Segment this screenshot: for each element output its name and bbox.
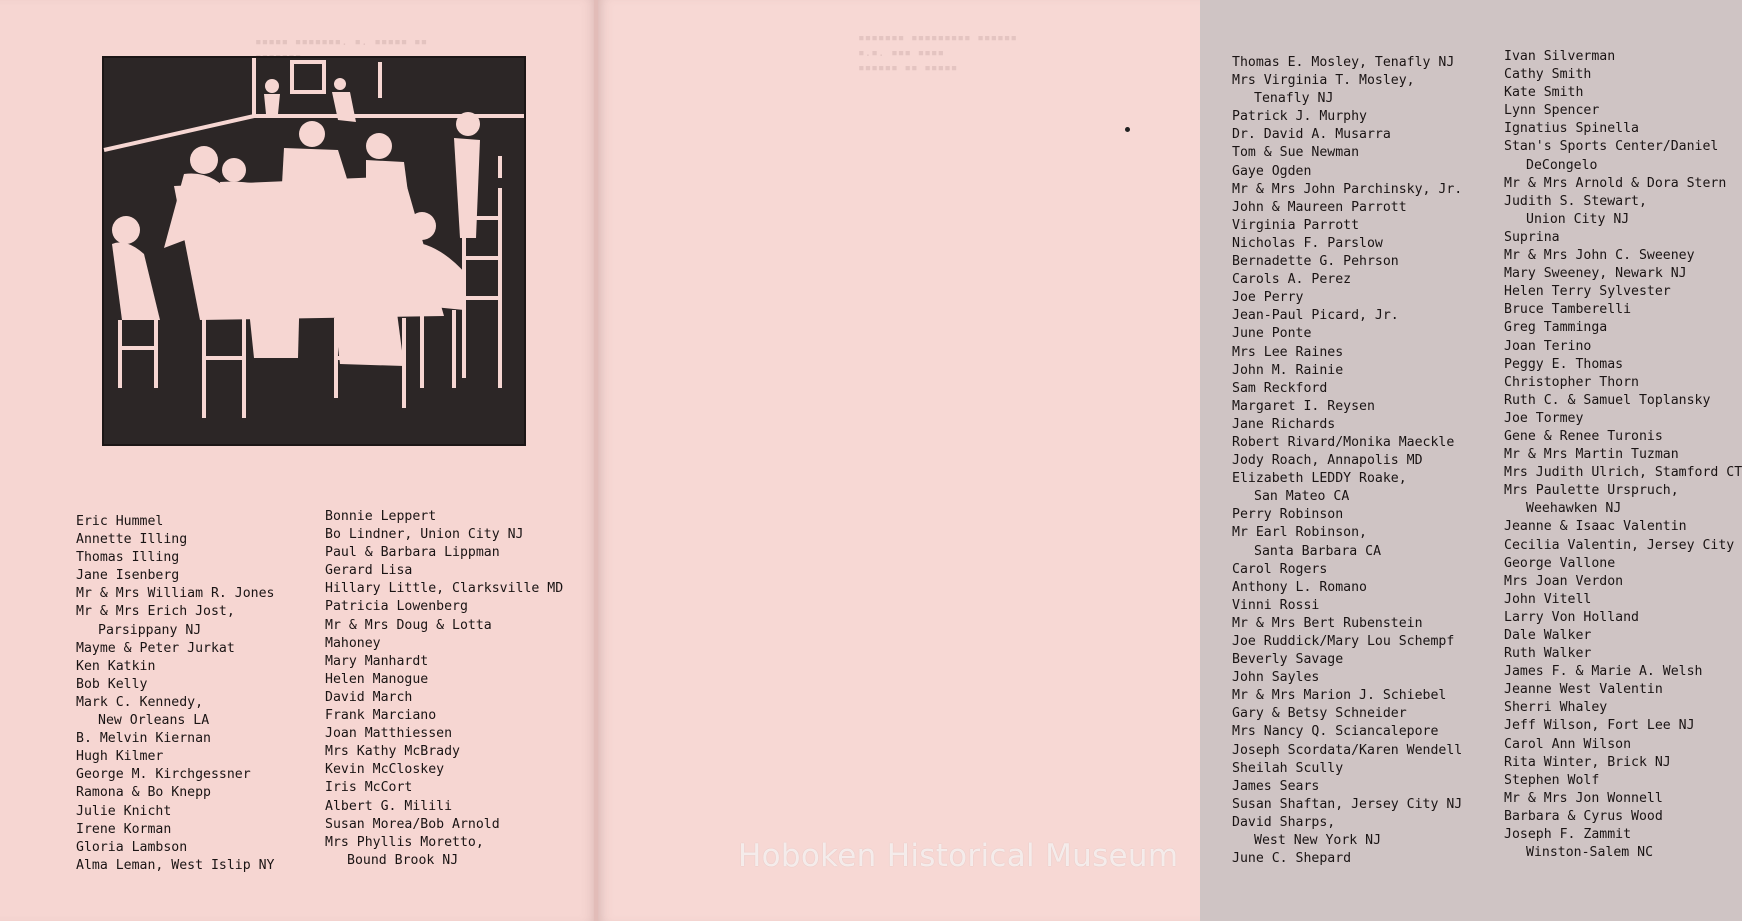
donor-name: Annette Illing: [76, 532, 188, 548]
donor-name: Ivan Silverman: [1504, 49, 1616, 64]
donor-name: John Sayles: [1232, 670, 1320, 686]
donor-name: Rita Winter, Brick NJ: [1504, 754, 1671, 770]
donor-name: Mr & Mrs Doug & Lotta: [325, 617, 492, 633]
donor-name: James Sears: [1232, 778, 1320, 794]
donor-name: Joan Matthiessen: [325, 726, 453, 742]
donor-name: Mr & Mrs William R. Jones: [76, 586, 275, 602]
donor-name: Joan Terino: [1504, 338, 1592, 354]
donor-name: Vinni Rossi: [1232, 597, 1320, 613]
donor-name: Lynn Spencer: [1504, 103, 1600, 119]
donor-name: Bo Lindner, Union City NJ: [325, 527, 524, 543]
donor-name: Kevin McCloskey: [325, 762, 445, 778]
donor-name: Albert G. Milili: [325, 798, 453, 814]
donor-name: George Vallone: [1504, 555, 1616, 571]
donor-name: Bob Kelly: [76, 676, 148, 692]
donor-name: Carol Rogers: [1232, 561, 1328, 577]
donor-name: George M. Kirchgessner: [76, 767, 251, 783]
donor-name: John & Maureen Parrott: [1232, 199, 1407, 215]
donor-name: Mary Sweeney, Newark NJ: [1504, 266, 1687, 282]
donor-name: Mr & Mrs Arnold & Dora Stern: [1504, 175, 1727, 191]
donor-name: Mayme & Peter Jurkat: [76, 640, 235, 656]
left-page: [0, 0, 596, 921]
bleed-through-text: ▪▪▪▪▪ ▪▪▪▪▪▪▪. ▪. ▪▪▪▪▪ ▪▪: [255, 35, 428, 48]
donor-name: Alma Leman, West Islip NY: [76, 857, 275, 873]
donor-name: Joe Perry: [1232, 290, 1304, 306]
donor-name: Jody Roach, Annapolis MD: [1232, 453, 1423, 469]
donor-location: New Orleans LA: [98, 713, 210, 729]
donor-name: Frank Marciano: [325, 708, 437, 724]
right-page: [598, 0, 1742, 921]
donor-name: Mr & Mrs Bert Rubenstein: [1232, 615, 1423, 631]
donor-name: Jean-Paul Picard, Jr.: [1232, 308, 1399, 324]
donor-name: Joseph Scordata/Karen Wendell: [1232, 742, 1463, 758]
donor-name: Dale Walker: [1504, 628, 1592, 643]
donor-name: Tom & Sue Newman: [1232, 145, 1360, 161]
donor-name: Julie Knicht: [76, 803, 172, 819]
donor-name: Mary Manhardt: [325, 653, 429, 669]
donor-name: Mr Earl Robinson,: [1232, 525, 1367, 541]
donor-location: San Mateo CA: [1254, 489, 1350, 505]
donor-name: Mrs Nancy Q. Sciancalepore: [1232, 724, 1439, 740]
donor-name: Christopher Thorn: [1504, 374, 1639, 390]
donor-name: June C. Shepard: [1232, 851, 1352, 867]
donor-name: Patrick J. Murphy: [1232, 109, 1367, 125]
donor-list-column-4: [1504, 48, 1742, 862]
donor-name: Mrs Phyllis Moretto,: [325, 834, 484, 850]
donor-name: Joseph F. Zammit: [1504, 827, 1632, 843]
donor-name: Helen Terry Sylvester: [1504, 284, 1671, 300]
donor-name: Barbara & Cyrus Wood: [1504, 808, 1663, 824]
donor-name: Carols A. Perez: [1232, 272, 1352, 288]
donor-name: Bernadette G. Pehrson: [1232, 254, 1399, 270]
donor-name: Sheilah Scully: [1232, 760, 1344, 776]
donor-name: Jeanne West Valentin: [1504, 682, 1663, 698]
donor-list-column-1: [76, 513, 275, 875]
bleed-through-text: ▪▪▪▪▪▪▪ ▪▪▪▪▪▪▪▪▪ ▪▪▪▪▪▪ ▪.▪. ▪▪▪ ▪▪▪▪ ▪▪▪▪▪▪ ▪▪ ▪▪▪▪▪: [858, 31, 1017, 74]
donor-location: Tenafly NJ: [1254, 91, 1334, 107]
donor-name: Larry Von Holland: [1504, 609, 1639, 625]
donor-name: Nicholas F. Parslow: [1232, 235, 1383, 251]
donor-name: Hillary Little, Clarksville MD: [325, 581, 564, 597]
donor-name: Carol Ann Wilson: [1504, 736, 1632, 752]
donor-name: Suprina: [1504, 229, 1560, 245]
donor-name: Gerard Lisa: [325, 563, 413, 579]
donor-name: Mrs Judith Ulrich, Stamford CT: [1504, 465, 1742, 481]
donor-name: Mr & Mrs Marion J. Schiebel: [1232, 688, 1447, 704]
donor-name: Gloria Lambson: [76, 839, 188, 855]
donor-name: Jane Isenberg: [76, 568, 180, 584]
donor-name: Ruth C. & Samuel Toplansky: [1504, 392, 1711, 408]
donor-name: Thomas Illing: [76, 550, 180, 566]
donor-name: Mr & Mrs Martin Tuzman: [1504, 447, 1679, 463]
donor-name: Jane Richards: [1232, 416, 1336, 432]
donor-name: Susan Shaftan, Jersey City NJ: [1232, 796, 1463, 812]
donor-name: Joe Tormey: [1504, 410, 1584, 426]
donor-name: Jeanne & Isaac Valentin: [1504, 519, 1687, 535]
donor-name: Eric Hummel: [76, 514, 164, 529]
donor-name: Thomas E. Mosley, Tenafly NJ: [1232, 55, 1455, 70]
ink-speck: [1125, 127, 1130, 132]
donor-name: John Vitell: [1504, 591, 1592, 607]
donor-location: West New York NJ: [1254, 833, 1382, 849]
donor-name: Mrs Virginia T. Mosley,: [1232, 73, 1415, 89]
donor-name: Hugh Kilmer: [76, 749, 164, 765]
donor-name: Stephen Wolf: [1504, 772, 1600, 788]
donor-name: Ruth Walker: [1504, 646, 1592, 662]
donor-name: Cecilia Valentin, Jersey City: [1504, 537, 1735, 553]
donor-name: Beverly Savage: [1232, 652, 1344, 668]
donor-name: Iris McCort: [325, 780, 413, 796]
donor-name: Peggy E. Thomas: [1504, 356, 1624, 372]
donor-name: Mr & Mrs John C. Sweeney: [1504, 248, 1695, 264]
donor-name: Robert Rivard/Monika Maeckle: [1232, 434, 1455, 450]
donor-name-continued: DeCongelo: [1526, 157, 1598, 173]
donor-name: Jeff Wilson, Fort Lee NJ: [1504, 718, 1695, 734]
donor-name: Sherri Whaley: [1504, 700, 1608, 716]
donor-name: John M. Rainie: [1232, 362, 1344, 378]
donor-name: Dr. David A. Musarra: [1232, 127, 1391, 143]
donor-name: Mr & Mrs Erich Jost,: [76, 604, 235, 620]
donor-name: Joe Ruddick/Mary Lou Schempf: [1232, 634, 1455, 649]
donor-name: Ignatius Spinella: [1504, 121, 1639, 137]
card-players-silhouette-icon: [104, 58, 524, 444]
donor-name: David Sharps,: [1232, 814, 1336, 830]
donor-name: Irene Korman: [76, 821, 172, 837]
donor-name: B. Melvin Kiernan: [76, 731, 211, 747]
donor-name: Mahoney: [325, 635, 381, 651]
donor-name: Mrs Joan Verdon: [1504, 573, 1624, 589]
donor-name: June Ponte: [1232, 326, 1312, 342]
donor-name: Helen Manogue: [325, 671, 429, 687]
donor-name: Mrs Kathy McBrady: [325, 744, 460, 760]
donor-name: Greg Tamminga: [1504, 320, 1608, 336]
donor-name: Gene & Renee Turonis: [1504, 428, 1663, 444]
donor-name: Mr & Mrs John Parchinsky, Jr.: [1232, 181, 1463, 197]
donor-name: Mark C. Kennedy,: [76, 694, 204, 710]
donor-name: Elizabeth LEDDY Roake,: [1232, 471, 1407, 487]
donor-name: Bruce Tamberelli: [1504, 302, 1632, 318]
donor-name: Cathy Smith: [1504, 67, 1592, 83]
donor-name: Patricia Lowenberg: [325, 599, 468, 615]
donor-name: Ken Katkin: [76, 658, 156, 674]
donor-name: Paul & Barbara Lippman: [325, 545, 500, 561]
donor-list-column-3: [1232, 54, 1462, 868]
donor-name: Sam Reckford: [1232, 380, 1328, 396]
donor-name: Gary & Betsy Schneider: [1232, 706, 1407, 722]
donor-name: Bonnie Leppert: [325, 509, 437, 524]
donor-name: Mrs Paulette Urspruch,: [1504, 483, 1679, 499]
donor-location: Santa Barbara CA: [1254, 543, 1382, 559]
donor-name: Margaret I. Reysen: [1232, 398, 1375, 414]
donor-name: Mrs Lee Raines: [1232, 344, 1344, 360]
donor-name: Stan's Sports Center/Daniel: [1504, 139, 1719, 155]
donor-location: Union City NJ: [1526, 211, 1630, 227]
donor-name: Gaye Ogden: [1232, 163, 1312, 179]
donor-location: Winston-Salem NC: [1526, 845, 1654, 861]
donor-name: Kate Smith: [1504, 85, 1584, 101]
donor-location: Parsippany NJ: [98, 622, 202, 638]
donor-name: Susan Morea/Bob Arnold: [325, 816, 500, 832]
donor-name: Judith S. Stewart,: [1504, 193, 1647, 209]
donor-location: Weehawken NJ: [1526, 501, 1622, 517]
donor-location: Bound Brook NJ: [347, 852, 459, 868]
card-players-illustration: [102, 56, 526, 446]
museum-watermark: Hoboken Historical Museum: [738, 838, 1179, 874]
donor-name: David March: [325, 689, 413, 705]
donor-name: Anthony L. Romano: [1232, 579, 1367, 595]
donor-name: James F. & Marie A. Welsh: [1504, 664, 1703, 680]
donor-name: Mr & Mrs Jon Wonnell: [1504, 790, 1663, 806]
donor-name: Virginia Parrott: [1232, 217, 1360, 233]
donor-name: Ramona & Bo Knepp: [76, 785, 211, 801]
donor-name: Perry Robinson: [1232, 507, 1344, 523]
donor-list-column-2: [325, 508, 563, 870]
